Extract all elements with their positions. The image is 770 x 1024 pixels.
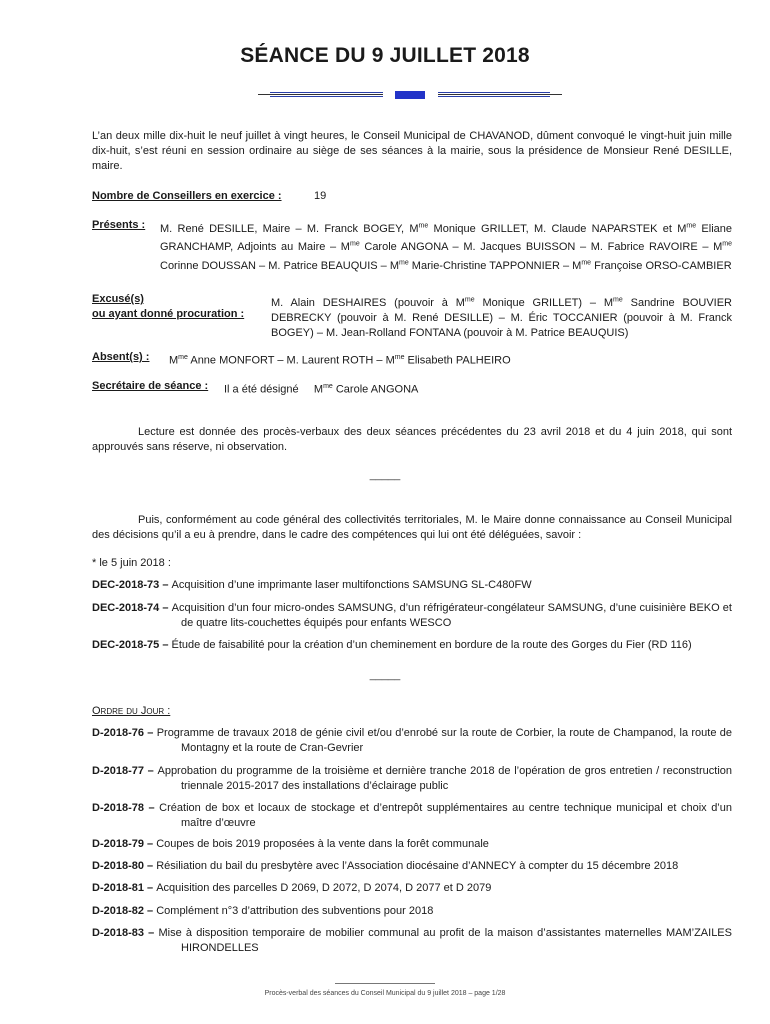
ordre-text: Approbation du programme de la troisième et dernière tranche 2018 de l’opération de gros entretien / reconstruction triennale 2015-2017 des installations d’éclairage public	[157, 765, 732, 792]
conseillers-value: 19	[314, 190, 327, 202]
page-footer: Procès-verbal des séances du Conseil Municipal du 9 juillet 2018 – page 1/28	[264, 990, 506, 997]
date-note: * le 5 juin 2018 :	[92, 557, 171, 569]
ordre-item	[92, 859, 732, 874]
decision-text: Acquisition d’un four micro-ondes SAMSUNG, d’un réfrigérateur-congélateur SAMSUNG, d’une cuisinière BEKO et de quatre lits-couchettes équipés pour enfants WESCO	[171, 602, 732, 629]
ordre-code: D-2018-80 –	[92, 860, 157, 872]
ordre-text: Complément n°3 d’attribution des subventions pour 2018	[156, 905, 434, 917]
decision-item	[92, 578, 732, 593]
ordre-label: Ordre du Jour :	[92, 705, 171, 717]
excuses-line: M. Alain DESHAIRES (pouvoir à $M^{me}$ Monique GRILLET) – $M^{me}$ Sandrine BOUVIER DEBRECKY (pouvoir à M. René DESILLE) – M. Éric TOCCANIER (pouvoir à M. Franck BOGEY) – M. Jean-Rolland FONTANA (pouvoir à M. Patrice BEAUQUIS)	[271, 296, 733, 339]
absents-text: $M^{me}$ Anne MONFORT – M. Laurent ROTH – $M^{me}$ Elisabeth PALHEIRO	[169, 354, 511, 367]
ordre-label-row	[92, 704, 732, 719]
ordre-item	[92, 926, 732, 956]
absents-row	[92, 350, 732, 365]
ordre-item	[92, 801, 732, 831]
decision-code: DEC-2018-73 –	[92, 579, 172, 591]
ornament-block	[395, 91, 425, 99]
absents-label: Absent(s) :	[92, 351, 150, 363]
separator-1: _____	[369, 469, 401, 481]
presents-text	[160, 218, 732, 274]
secretaire-label: Secrétaire de séance :	[92, 380, 209, 392]
ordre-code: D-2018-83 –	[92, 927, 159, 939]
separator-2: _____	[369, 669, 401, 681]
ordre-text: Résiliation du bail du presbytère avec l’Association diocésaine d’ANNECY à compter du 15 décembre 2018	[156, 860, 679, 872]
ordre-text: Programme de travaux 2018 de génie civil et/ou d’enrobé sur la route de Corbier, la route de Champanod, la route de Montagny et la route de Cran-Gevrier	[156, 727, 732, 754]
title-ornament	[258, 88, 562, 102]
secretaire-row	[92, 379, 732, 394]
ordre-text: Acquisition des parcelles D 2069, D 2072, D 2074, D 2077 et D 2079	[156, 882, 492, 894]
ordre-item	[92, 764, 732, 794]
ordre-item	[92, 837, 732, 852]
ordre-item	[92, 904, 732, 919]
decision-item	[92, 638, 732, 653]
ordre-code: D-2018-76 –	[92, 727, 157, 739]
decision-text: Étude de faisabilité pour la création d’un cheminement en bordure de la route des Gorges du Fier (RD 116)	[171, 639, 692, 651]
conseillers-label: Nombre de Conseillers en exercice :	[92, 190, 282, 202]
excuses-label-2: ou ayant donné procuration :	[92, 308, 245, 320]
decision-item	[92, 601, 732, 631]
lecture-paragraph: Lecture est donnée des procès-verbaux des deux séances précédentes du 23 avril 2018 et du 4 juin 2018, qui sont approuvés sans réserve, ni observation.	[92, 426, 732, 453]
ordre-code: D-2018-79 –	[92, 838, 157, 850]
ordre-item	[92, 881, 732, 896]
intro-paragraph: L’an deux mille dix-huit le neuf juillet à vingt heures, le Conseil Municipal de CHAVANOD, dûment convoqué le vingt-huit juin mille dix-huit, s’est réuni en session ordinaire au siège de ses séances à la mairie, sous la présidence de Monsieur René DESILLE, maire.	[92, 130, 732, 172]
presents-line-1: M. René DESILLE, Maire – M. Franck BOGEY, $M^{me}$ Monique GRILLET, M. Claude NAPARSTEK et $M^{me}$ Eliane GRANCHAMP, Adjoints au Maire – $M^{me}$ Carole ANGONA – M. Jacques BUISSON – M. Fabrice RAVOIRE – $M^{me}$ Corinne DOUSSAN – M. Patrice BEAUQUIS – $M^{me}$ Marie-Christine TAPPONNIER – $M^{me}$ Françoise ORSO-CAMBIER	[160, 222, 733, 272]
ordre-text: Mise à disposition temporaire de mobilier communal au profit de la maison d’assistantes maternelles MAM’ZAILES HIRONDELLES	[158, 927, 732, 954]
excuses-text	[271, 292, 732, 341]
ordre-code: D-2018-81 –	[92, 882, 157, 894]
presents-label: Présents :	[92, 219, 146, 231]
conseillers-row	[92, 189, 732, 204]
ordre-code: D-2018-77 –	[92, 765, 158, 777]
secretaire-text: Il a été désigné $M^{me}$ Carole ANGONA	[224, 383, 419, 396]
footer-rule	[335, 983, 435, 984]
ordre-item	[92, 726, 732, 756]
decision-code: DEC-2018-74 –	[92, 602, 172, 614]
ordre-code: D-2018-78 –	[92, 802, 160, 814]
decision-code: DEC-2018-75 –	[92, 639, 172, 651]
excuses-label-1: Excusé(s)	[92, 293, 144, 305]
ordre-code: D-2018-82 –	[92, 905, 157, 917]
page-title: SÉANCE DU 9 JUILLET 2018	[240, 44, 530, 67]
ordre-text: Création de box et locaux de stockage et d’entrepôt supplémentaires au centre technique municipal et choix d’un maître d’œuvre	[159, 802, 732, 829]
puis-paragraph: Puis, conformément au code général des collectivités territoriales, M. le Maire donne connaissance au Conseil Municipal des décisions qu’il a eu à prendre, dans le cadre des compétences qui lui ont été déléguées, savoir :	[92, 514, 732, 541]
ordre-text: Coupes de bois 2019 proposées à la vente dans la forêt communale	[156, 838, 489, 850]
decision-text: Acquisition d’une imprimante laser multifonctions SAMSUNG SL-C480FW	[171, 579, 532, 591]
